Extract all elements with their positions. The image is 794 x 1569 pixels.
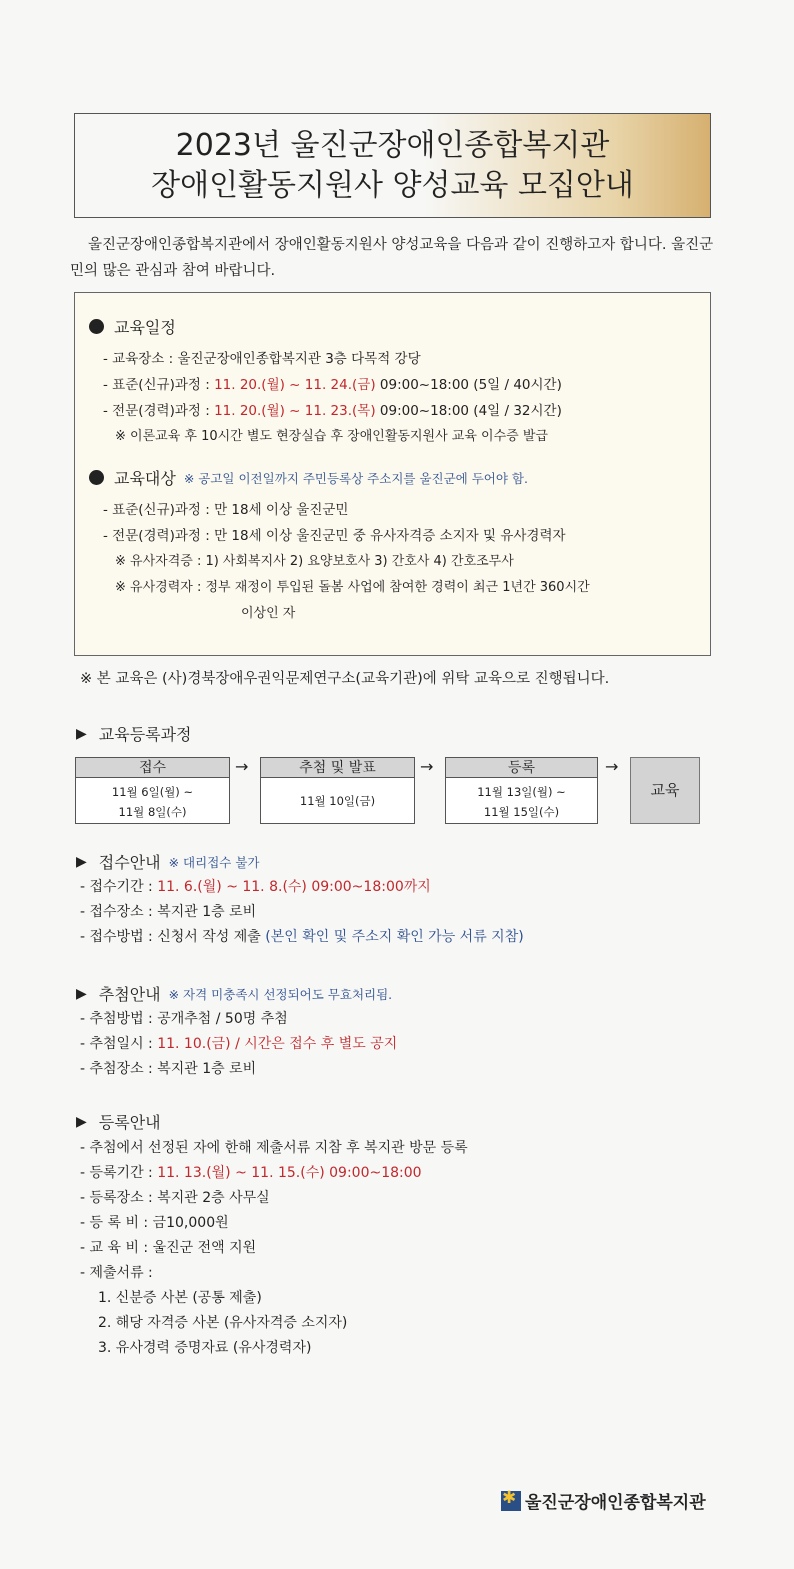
target-cert: ※ 유사자격증 : 1) 사회복지사 2) 요양보호사 3) 간호사 4) 간호조무사 <box>115 554 514 569</box>
arrow-right-icon: → <box>420 757 434 776</box>
title-line-1: 2023년 울진군장애인종합복지관 <box>175 128 610 163</box>
bullet-dot-icon <box>89 319 104 334</box>
arrow-right-icon: → <box>605 757 619 776</box>
schedule-expert: - 전문(경력)과정 : 11. 20.(월) ~ 11. 23.(목) 09:00~18:00 (4일 / 32시간) <box>103 403 562 419</box>
target-heading: 교육대상 ※ 공고일 이전일까지 주민등록상 주소지를 울진군에 두어야 함. <box>89 466 698 489</box>
doc-item: 2. 해당 자격증 사본 (유사자격증 소지자) <box>98 1315 348 1331</box>
triangle-bullet-icon: ▶ <box>76 985 87 1002</box>
target-standard: - 표준(신규)과정 : 만 18세 이상 울진군민 <box>103 502 349 518</box>
registration-heading: ▶ 등록안내 <box>76 1113 161 1132</box>
reception-list <box>80 875 524 950</box>
step-education: 교육 <box>630 757 700 824</box>
target-expert: - 전문(경력)과정 : 만 18세 이상 울진군민 중 유사자격증 소지자 및 유사경력자 <box>103 528 566 544</box>
triangle-bullet-icon: ▶ <box>76 853 87 870</box>
reception-period: - 접수기간 : 11. 6.(월) ~ 11. 8.(수) 09:00~18:00까지 <box>80 879 431 895</box>
schedule-place: - 교육장소 : 울진군장애인종합복지관 3층 다목적 강당 <box>103 351 421 367</box>
lottery-heading: ▶ 추첨안내 ※ 자격 미충족시 선정되어도 무효처리됨. <box>76 985 393 1004</box>
org-name: 울진군장애인종합복지관 <box>525 1493 706 1513</box>
registration-period: - 등록기간 : 11. 13.(월) ~ 11. 15.(수) 09:00~18:00 <box>80 1165 422 1181</box>
lottery-method: - 추첨방법 : 공개추첨 / 50명 추첨 <box>80 1011 288 1027</box>
target-career: ※ 유사경력자 : 정부 재정이 투입된 돌봄 사업에 참여한 경력이 최근 1년간 360시간 <box>115 580 590 595</box>
registration-edu-fee: - 교 육 비 : 울진군 전액 지원 <box>80 1240 257 1256</box>
triangle-bullet-icon: ▶ <box>76 1113 87 1130</box>
title-banner <box>74 113 711 218</box>
reception-method: - 접수방법 : 신청서 작성 제출 (본인 확인 및 주소지 확인 가능 서류 지참) <box>80 929 524 945</box>
bullet-dot-icon <box>89 470 104 485</box>
registration-desc: - 추첨에서 선정된 자에 한해 제출서류 지참 후 복지관 방문 등록 <box>80 1140 468 1156</box>
registration-place: - 등록장소 : 복지관 2층 사무실 <box>80 1190 270 1206</box>
schedule-standard: - 표준(신규)과정 : 11. 20.(월) ~ 11. 24.(금) 09:00~18:00 (5일 / 40시간) <box>103 377 562 393</box>
lottery-list <box>80 1007 397 1082</box>
intro-text: 울진군장애인종합복지관에서 장애인활동지원사 양성교육을 다음과 같이 진행하고자 합니다. 울진군민의 많은 관심과 참여 바랍니다. <box>70 237 714 279</box>
target-career-cont: 이상인 자 <box>241 606 296 621</box>
schedule-note: ※ 이론교육 후 10시간 별도 현장실습 후 장애인활동지원사 교육 이수증 발급 <box>115 429 548 444</box>
registration-docs-label: - 제출서류 : <box>80 1265 153 1281</box>
registration-fee: - 등 록 비 : 금10,000원 <box>80 1215 229 1231</box>
reception-heading: ▶ 접수안내 ※ 대리접수 불가 <box>76 853 260 872</box>
arrow-right-icon: → <box>235 757 249 776</box>
reception-place: - 접수장소 : 복지관 1층 로비 <box>80 904 257 920</box>
org-logo <box>501 1488 706 1513</box>
entrust-notice: ※ 본 교육은 (사)경북장애우권익문제연구소(교육기관)에 위탁 교육으로 진행됩니다. <box>80 671 610 687</box>
lottery-date: - 추첨일시 : 11. 10.(금) / 시간은 접수 후 별도 공지 <box>80 1036 398 1052</box>
triangle-bullet-icon: ▶ <box>76 725 87 742</box>
registration-list <box>80 1136 468 1361</box>
title-line-2: 장애인활동지원사 양성교육 모집안내 <box>151 168 634 203</box>
target-heading-note: ※ 공고일 이전일까지 주민등록상 주소지를 울진군에 두어야 함. <box>183 470 528 486</box>
welfare-center-logo-icon <box>501 1491 521 1511</box>
step-lottery: 추첨 및 발표 11월 10일(금) <box>260 757 415 824</box>
lottery-place: - 추첨장소 : 복지관 1층 로비 <box>80 1061 257 1077</box>
step-reception: 접수 11월 6일(월) ~ 11월 8일(수) <box>75 757 230 824</box>
doc-item: 1. 신분증 사본 (공통 제출) <box>98 1290 262 1306</box>
step-registration: 등록 11월 13일(월) ~ 11월 15일(수) <box>445 757 598 824</box>
info-box <box>74 292 711 656</box>
schedule-heading: 교육일정 <box>89 315 698 338</box>
doc-item: 3. 유사경력 증명자료 (유사경력자) <box>98 1340 312 1356</box>
process-heading: ▶ 교육등록과정 <box>76 725 192 744</box>
